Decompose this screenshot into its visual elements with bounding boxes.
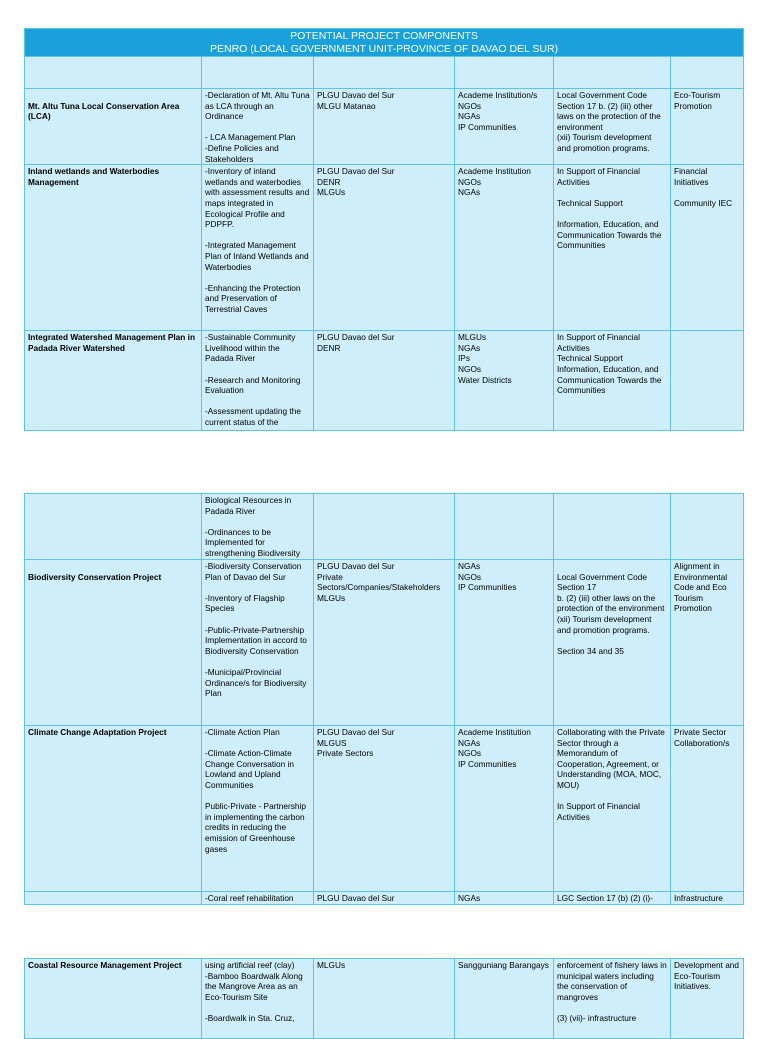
project-name: Mt. Altu Tuna Local Conservation Area (LCA)	[25, 89, 202, 165]
lead-lgu: PLGU Davao del Sur	[314, 892, 455, 905]
initiative	[671, 57, 744, 89]
support-basis	[554, 494, 671, 560]
support-basis: In Support of Financial Activities Technical Support Information, Education, and Communication Towards the Communities	[554, 331, 671, 431]
lead-lgu: PLGU Davao del Sur MLGU Matanao	[314, 89, 455, 165]
project-components: -Climate Action Plan -Climate Action-Climate Change Conversation in Lowland and Upland Communities Public-Private - Partnership in implementing the carbon credits in reducing the emission of Greenhouse gases	[202, 726, 314, 892]
support-basis	[554, 57, 671, 89]
project-name	[25, 57, 202, 89]
initiative: Eco-Tourism Promotion	[671, 89, 744, 165]
partners: Sangguniang Barangays	[455, 959, 554, 1039]
table-row	[25, 89, 744, 165]
partners	[455, 494, 554, 560]
project-components-table-page-1	[24, 28, 744, 431]
table-row	[25, 959, 744, 1039]
project-components: -Inventory of inland wetlands and waterbodies with assessment results and maps integrated in Ecological Profile and PDPFP. -Integrated Management Plan of Inland Wetlands and Waterbodies -Enhancing the Protection and Preservation of Terrestrial Caves	[202, 165, 314, 331]
project-components: -Declaration of Mt. Altu Tuna as LCA through an Ordinance - LCA Management Plan -Define Policies and Stakeholders	[202, 89, 314, 165]
project-components: using artificial reef (clay) -Bamboo Boardwalk Along the Mangrove Area as an Eco-Tourism Site -Boardwalk in Sta. Cruz,	[202, 959, 314, 1039]
lead-lgu: MLGUs	[314, 959, 455, 1039]
table-title	[25, 29, 744, 57]
partners: NGAs	[455, 892, 554, 905]
project-components: -Coral reef rehabilitation	[202, 892, 314, 905]
project-name	[25, 892, 202, 905]
table-row	[25, 57, 744, 89]
support-basis: enforcement of fishery laws in municipal waters including the conservation of mangroves (3) (vii)- infrastructure	[554, 959, 671, 1039]
initiative: Alignment in Environmental Code and Eco Tourism Promotion	[671, 560, 744, 726]
partners: Academe Institution/s NGOs NGAs IP Communities	[455, 89, 554, 165]
initiative	[671, 494, 744, 560]
project-name: Inland wetlands and Waterbodies Management	[25, 165, 202, 331]
project-components-table-page-3	[24, 958, 744, 1039]
project-components	[202, 57, 314, 89]
support-basis: LGC Section 17 (b) (2) (i)-	[554, 892, 671, 905]
partners: Academe Institution NGOs NGAs	[455, 165, 554, 331]
lead-lgu: PLGU Davao del Sur DENR	[314, 331, 455, 431]
partners: Academe Institution NGAs NGOs IP Communities	[455, 726, 554, 892]
project-components: -Biodiversity Conservation Plan of Davao del Sur -Inventory of Flagship Species -Public-Private-Partnership Implementation in accord to Biodiversity Conservation -Municipal/Provincial Ordinance/s for Biodiversity Plan	[202, 560, 314, 726]
title-line-1: POTENTIAL PROJECT COMPONENTS	[290, 30, 478, 42]
partners	[455, 57, 554, 89]
initiative: Financial Initiatives Community IEC	[671, 165, 744, 331]
project-components: Biological Resources in Padada River -Ordinances to be Implemented for strengthening Biodiversity	[202, 494, 314, 560]
project-name: Integrated Watershed Management Plan in Padada River Watershed	[25, 331, 202, 431]
lead-lgu: PLGU Davao del Sur DENR MLGUs	[314, 165, 455, 331]
project-name: Climate Change Adaptation Project	[25, 726, 202, 892]
partners: NGAs NGOs IP Communities	[455, 560, 554, 726]
title-line-2: PENRO (LOCAL GOVERNMENT UNIT-PROVINCE OF DAVAO DEL SUR)	[209, 42, 559, 55]
initiative: Private Sector Collaboration/s	[671, 726, 744, 892]
table-title-row	[25, 29, 744, 57]
table-row	[25, 560, 744, 726]
project-name: Coastal Resource Management Project	[25, 959, 202, 1039]
support-basis: Local Government Code Section 17 b. (2) (iii) other laws on the protection of the environment (xii) Tourism development and promotion programs.	[554, 89, 671, 165]
lead-lgu	[314, 57, 455, 89]
project-name	[25, 494, 202, 560]
table-row	[25, 165, 744, 331]
lead-lgu	[314, 494, 455, 560]
table-row	[25, 494, 744, 560]
initiative: Development and Eco-Tourism Initiatives.	[671, 959, 744, 1039]
lead-lgu: PLGU Davao del Sur MLGUS Private Sectors	[314, 726, 455, 892]
initiative: Infrastructure	[671, 892, 744, 905]
support-basis: Collaborating with the Private Sector through a Memorandum of Cooperation, Agreement, or Understanding (MOA, MOC, MOU) In Support of Financial Activities	[554, 726, 671, 892]
project-name: Biodiversity Conservation Project	[25, 560, 202, 726]
table-row	[25, 726, 744, 892]
support-basis: In Support of Financial Activities Technical Support Information, Education, and Communication Towards the Communities	[554, 165, 671, 331]
table-row	[25, 331, 744, 431]
lead-lgu: PLGU Davao del Sur Private Sectors/Companies/Stakeholders MLGUs	[314, 560, 455, 726]
project-components-table-page-2	[24, 493, 744, 905]
initiative	[671, 331, 744, 431]
partners: MLGUs NGAs IPs NGOs Water Districts	[455, 331, 554, 431]
support-basis: Local Government Code Section 17 b. (2) (iii) other laws on the protection of the environment (xii) Tourism development and promotion programs. Section 34 and 35	[554, 560, 671, 726]
table-row	[25, 892, 744, 905]
project-components: -Sustainable Community Livelihood within the Padada River -Research and Monitoring Evaluation -Assessment updating the current status of the	[202, 331, 314, 431]
